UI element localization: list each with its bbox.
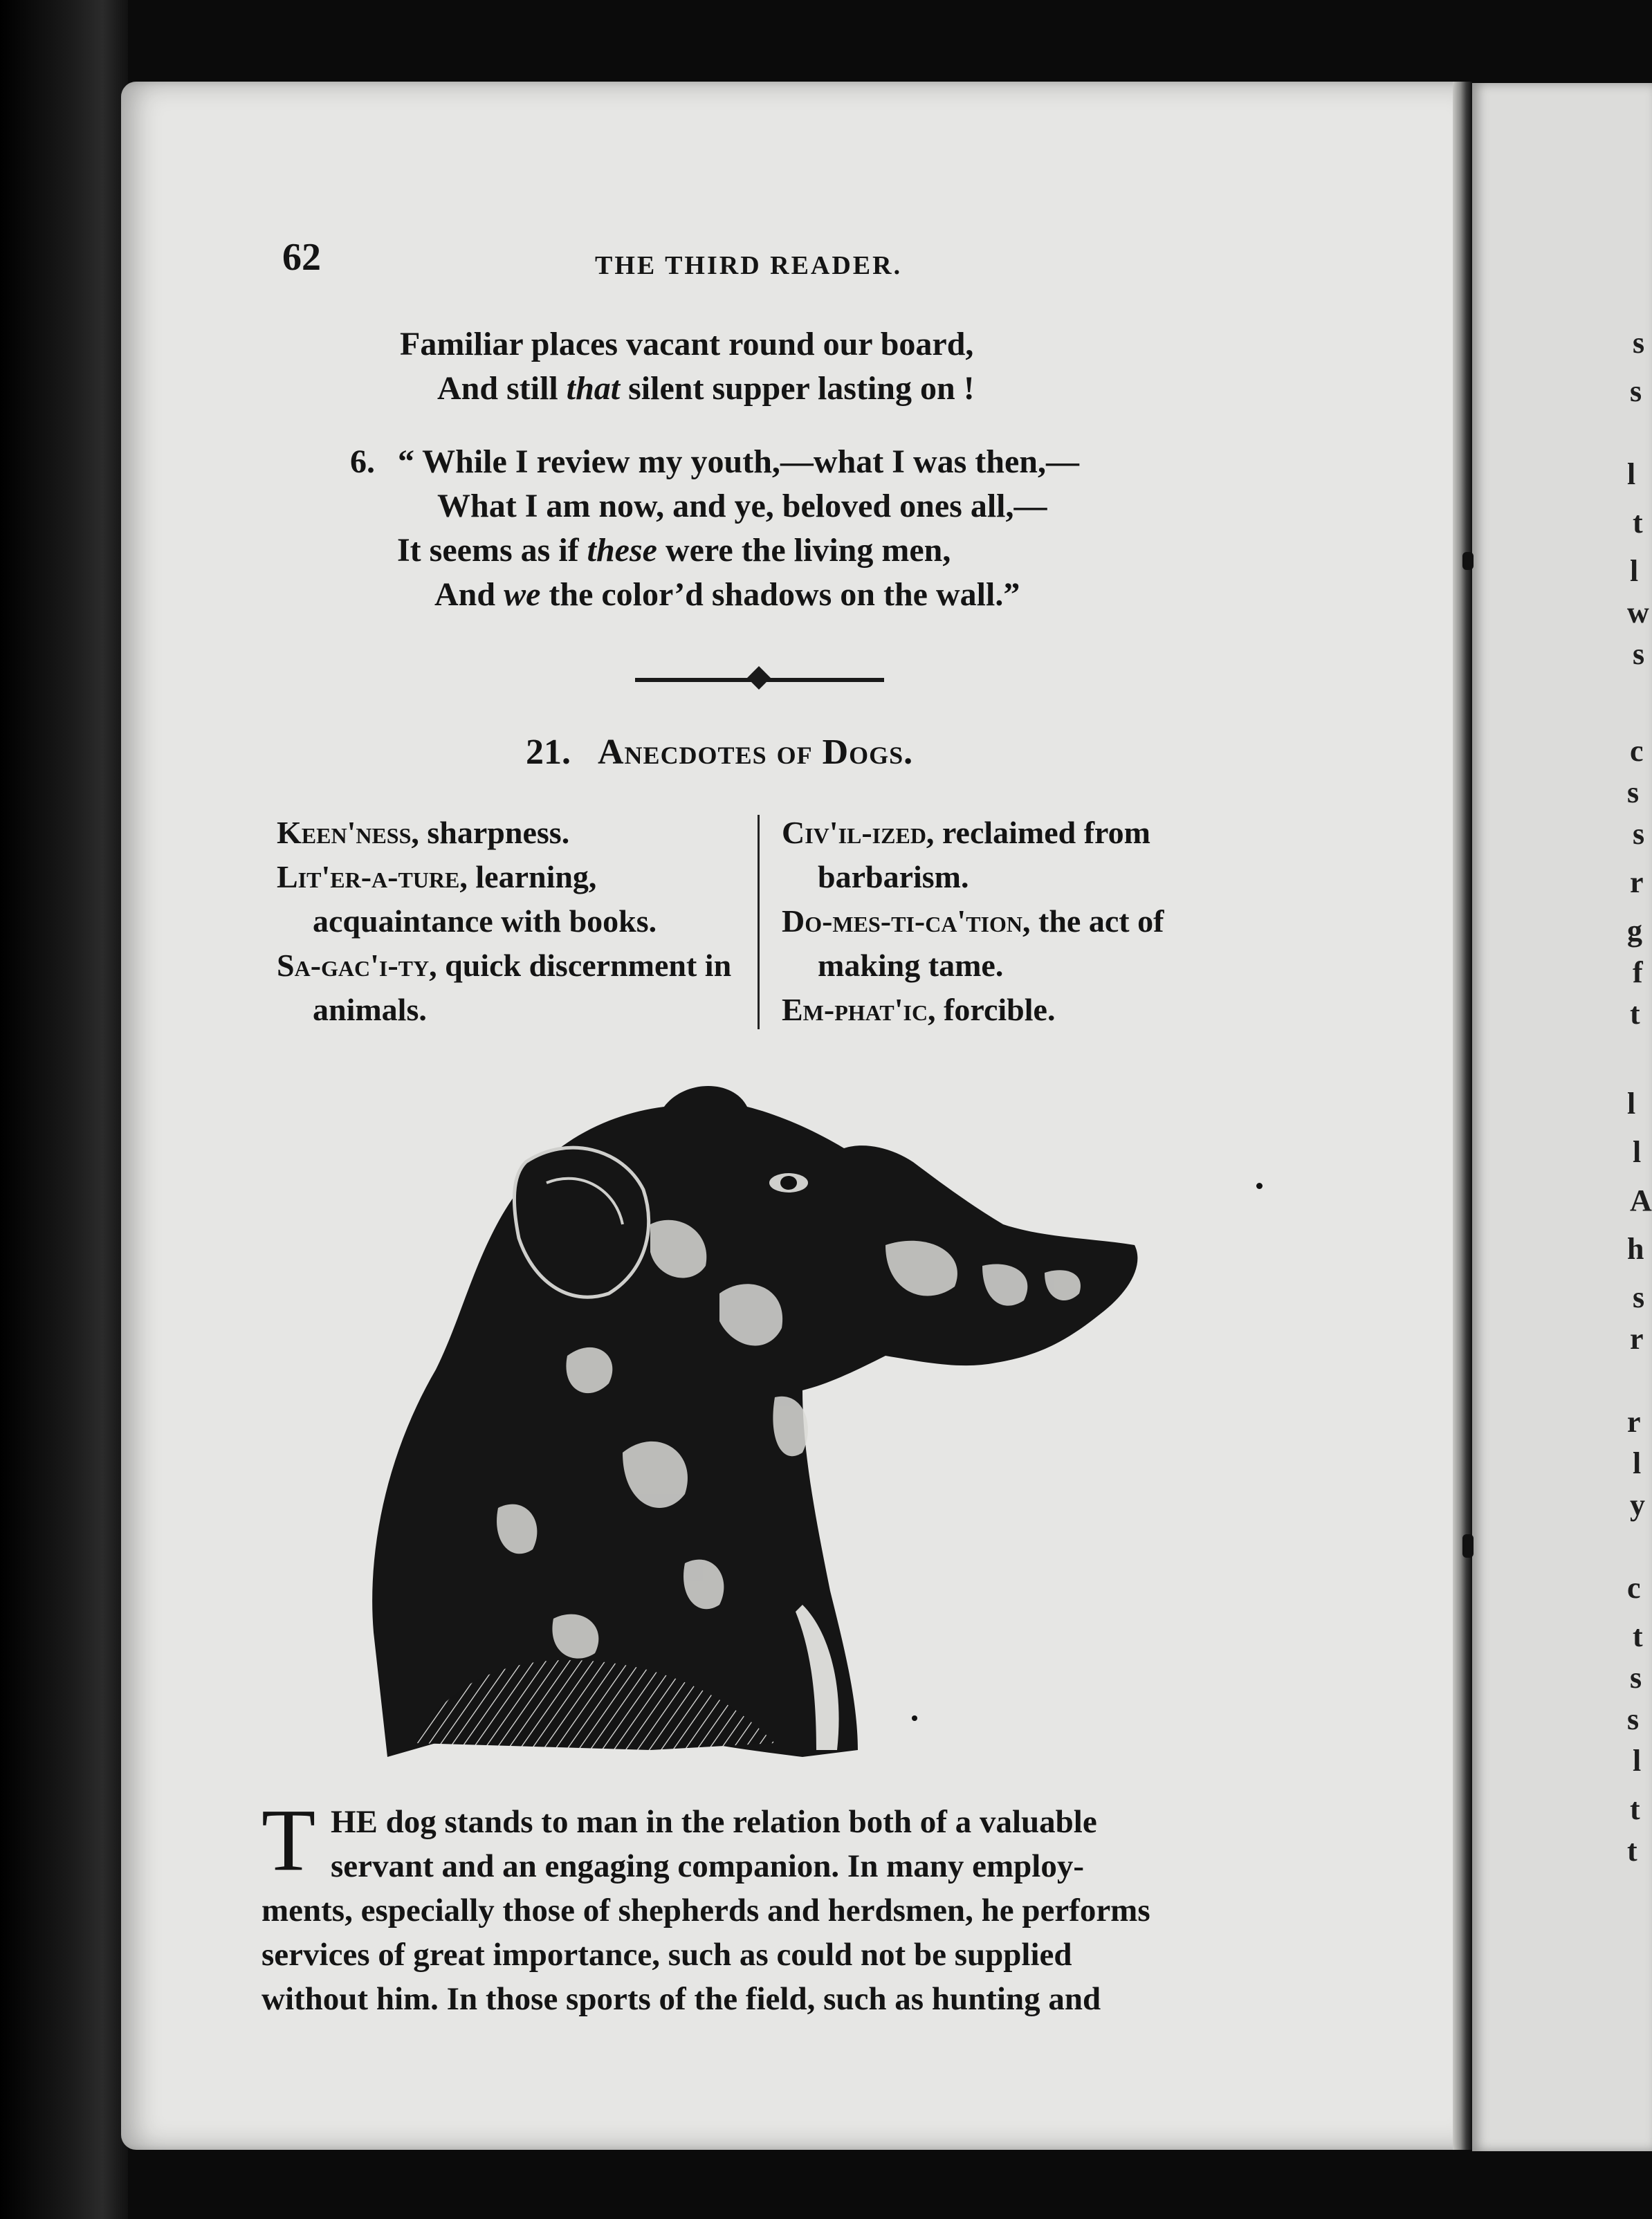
facing-page-fragment: w xyxy=(1627,596,1649,629)
facing-page-fragment: c xyxy=(1627,1571,1641,1605)
poem-line: And still that silent supper lasting on ! xyxy=(437,370,975,407)
prose-line: without him. In those sports of the field, such as hunting and xyxy=(261,1981,1101,2017)
vocab-definition: the act of making tame. xyxy=(818,903,1164,983)
facing-page-fragment: t xyxy=(1630,997,1640,1031)
poem-line: And we the color’d shadows on the wall.” xyxy=(434,576,1020,613)
facing-page-fragment: A xyxy=(1630,1184,1652,1217)
facing-page-fragment: c xyxy=(1630,734,1644,768)
facing-page-fragment: r xyxy=(1630,1322,1644,1356)
facing-page-fragment: r xyxy=(1627,1405,1641,1439)
vocab-term: Civ'il-ized, xyxy=(782,815,935,850)
facing-page-fragment: t xyxy=(1627,1834,1637,1868)
vocab-definition: quick discernment in animals. xyxy=(313,948,732,1027)
vocabulary-right xyxy=(782,811,1238,1032)
page-number: 62 xyxy=(282,236,321,279)
stanza-number: 6. xyxy=(350,443,375,480)
facing-page-fragment: s xyxy=(1633,326,1645,360)
vocab-entry xyxy=(782,811,1238,899)
facing-page-fragment: s xyxy=(1630,1661,1642,1695)
vocab-divider xyxy=(758,815,760,1029)
facing-page-fragment: t xyxy=(1630,1792,1640,1826)
vocab-term: Lit'er-a-ture, xyxy=(277,859,468,894)
prose-line: servant and an engaging companion. In many employ- xyxy=(331,1848,1084,1884)
poem-line: What I am now, and ye, beloved ones all,— xyxy=(437,488,1047,524)
vocab-term: Sa-gac'i-ty, xyxy=(277,948,437,983)
vocab-term: Em-phat'ic, xyxy=(782,992,936,1027)
facing-page-fragment: l xyxy=(1630,554,1639,588)
facing-page-fragment: r xyxy=(1630,865,1644,899)
running-head: THE THIRD READER. xyxy=(595,251,903,280)
scan-speck xyxy=(912,1715,917,1721)
facing-page-fragment: l xyxy=(1633,1135,1642,1169)
facing-page-fragment: s xyxy=(1627,1702,1640,1736)
scan-speck xyxy=(1462,552,1474,570)
vocab-definition: forcible. xyxy=(935,992,1056,1027)
facing-page-fragment: t xyxy=(1633,1619,1643,1653)
vocab-entry xyxy=(782,899,1238,988)
facing-page-fragment: f xyxy=(1633,955,1643,989)
vocab-entry xyxy=(277,811,733,855)
prose-line: HE dog stands to man in the relation both of a valuable xyxy=(331,1804,1097,1840)
dog-head-icon xyxy=(360,1065,1155,1778)
drop-cap: T xyxy=(261,1791,316,1889)
vocab-definition: learning, acquaintance with books. xyxy=(313,859,657,939)
facing-page-fragment: s xyxy=(1633,637,1645,671)
facing-page-fragment: y xyxy=(1630,1488,1645,1522)
facing-page-fragment: s xyxy=(1630,374,1642,408)
prose-line: ments, especially those of shepherds and herdsmen, he performs xyxy=(261,1893,1150,1928)
facing-page-fragment: g xyxy=(1627,914,1642,948)
vocab-definition: reclaimed from barbarism. xyxy=(818,815,1150,894)
facing-page-fragment: s xyxy=(1627,775,1640,809)
lesson-title-text: Anecdotes of Dogs. xyxy=(598,733,914,772)
vocab-entry xyxy=(782,988,1238,1032)
poem-line: “ While I review my youth,—what I was then,— xyxy=(398,443,1079,480)
poem-line: It seems as if these were the living men, xyxy=(397,532,951,569)
facing-page-fragment: l xyxy=(1627,457,1636,491)
book-gutter xyxy=(0,0,128,2219)
vocab-entry xyxy=(277,855,733,943)
poem-line: Familiar places vacant round our board, xyxy=(400,326,974,362)
vocab-definition: sharpness. xyxy=(419,815,570,850)
facing-page-fragment: s xyxy=(1633,1280,1645,1314)
prose-line: services of great importance, such as could not be supplied xyxy=(261,1937,1072,1973)
vocabulary-left xyxy=(277,811,733,1032)
lesson-number: 21. xyxy=(526,733,571,772)
facing-page-fragment: l xyxy=(1633,1446,1642,1480)
vocab-term: Keen'ness, xyxy=(277,815,419,850)
page-edge xyxy=(1453,82,1472,2150)
vocab-term: Do-mes-ti-ca'tion, xyxy=(782,903,1031,939)
scan-speck xyxy=(1462,1534,1474,1558)
lesson-title xyxy=(526,732,913,773)
prose-paragraph xyxy=(261,1800,1230,2021)
facing-page-fragment: h xyxy=(1627,1232,1644,1266)
facing-page-fragment: l xyxy=(1633,1744,1642,1778)
facing-page-fragment: l xyxy=(1627,1087,1636,1121)
facing-page-fragment: s xyxy=(1633,817,1645,851)
facing-page xyxy=(1472,83,1652,2151)
facing-page-fragment: t xyxy=(1633,506,1643,540)
scan-speck xyxy=(1256,1183,1263,1189)
vocab-entry xyxy=(277,943,733,1032)
